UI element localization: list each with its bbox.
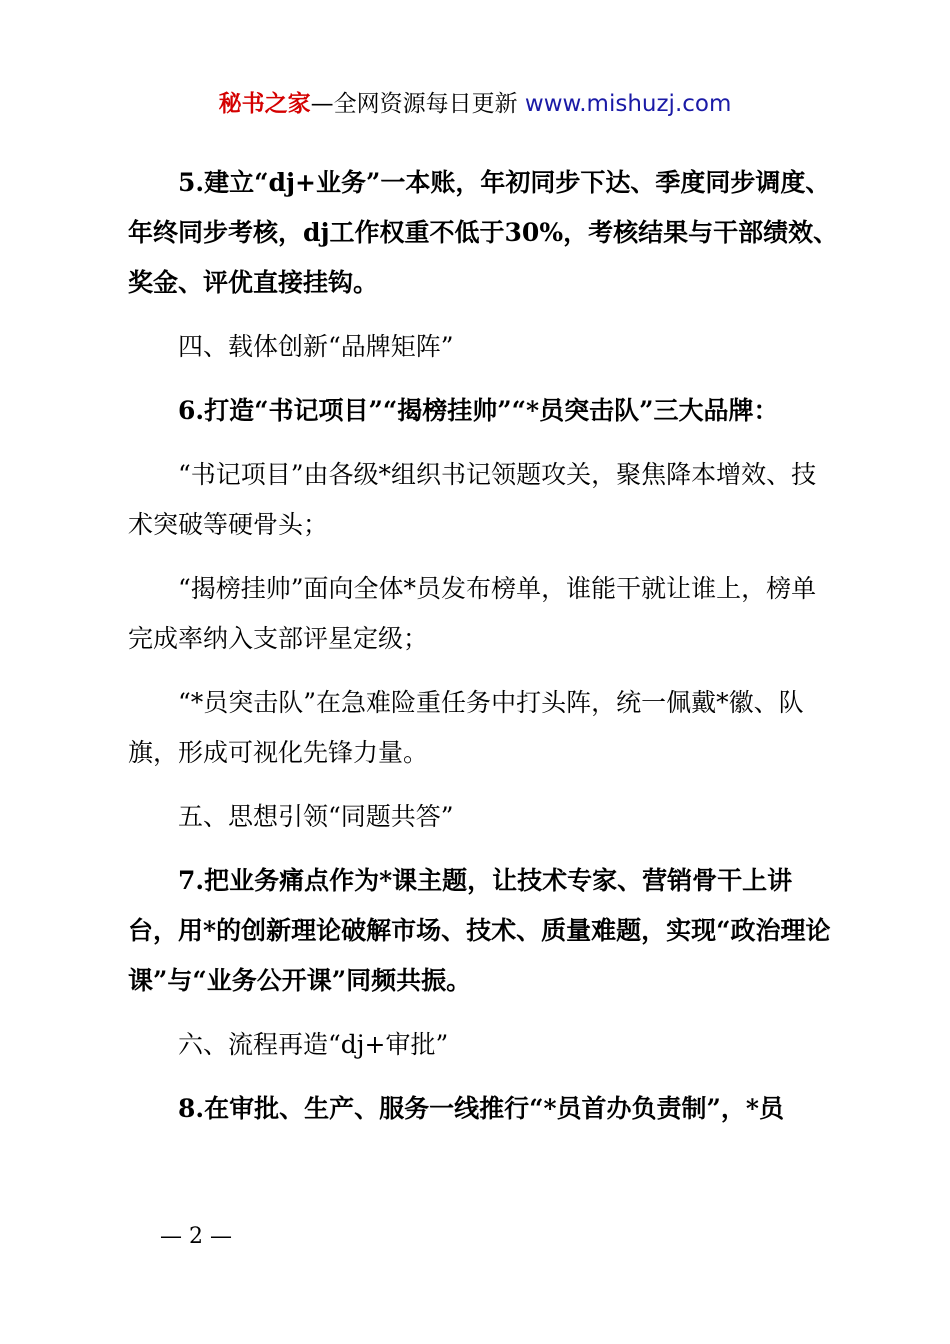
paragraph-secretary-project: “书记项目”由各级*组织书记领题攻关，聚焦降本增效、技术突破等硬骨头； bbox=[128, 460, 817, 539]
header-tagline: —全网资源每日更新 bbox=[310, 91, 525, 117]
paragraph-item-8: 8.在审批、生产、服务一线推行“*员首办负责制”，*员 bbox=[178, 1094, 785, 1123]
paragraph-item-5: 5.建立“dj+业务”一本账，年初同步下达、季度同步调度、年终同步考核，dj工作权重不低于30%，考核结果与干部绩效、奖金、评优直接挂钩。 bbox=[128, 168, 839, 297]
brand-name: 秘书之家 bbox=[218, 91, 311, 117]
page-number: — 2 — bbox=[160, 1224, 232, 1249]
paragraph-shock-team: “*员突击队”在急难险重任务中打头阵，统一佩戴*徽、队旗，形成可视化先锋力量。 bbox=[128, 688, 804, 767]
section-heading-5: 五、思想引领“同题共答” bbox=[178, 802, 454, 831]
site-url-link[interactable]: www.mishuzj.com bbox=[524, 91, 732, 117]
site-header bbox=[0, 86, 950, 122]
section-heading-4: 四、载体创新“品牌矩阵” bbox=[178, 332, 454, 361]
paragraph-list-challenge: “揭榜挂帅”面向全体*员发布榜单，谁能干就让谁上，榜单完成率纳入支部评星定级； bbox=[128, 574, 817, 653]
document-body bbox=[128, 158, 840, 1134]
paragraph-item-7: 7.把业务痛点作为*课主题，让技术专家、营销骨干上讲台，用*的创新理论破解市场、技术、质量难题，实现“政治理论课”与“业务公开课”同频共振。 bbox=[128, 866, 831, 995]
paragraph-item-6: 6.打造“书记项目”“揭榜挂帅”“*员突击队”三大品牌： bbox=[178, 396, 779, 425]
section-heading-6: 六、流程再造“dj+审批” bbox=[178, 1030, 449, 1059]
